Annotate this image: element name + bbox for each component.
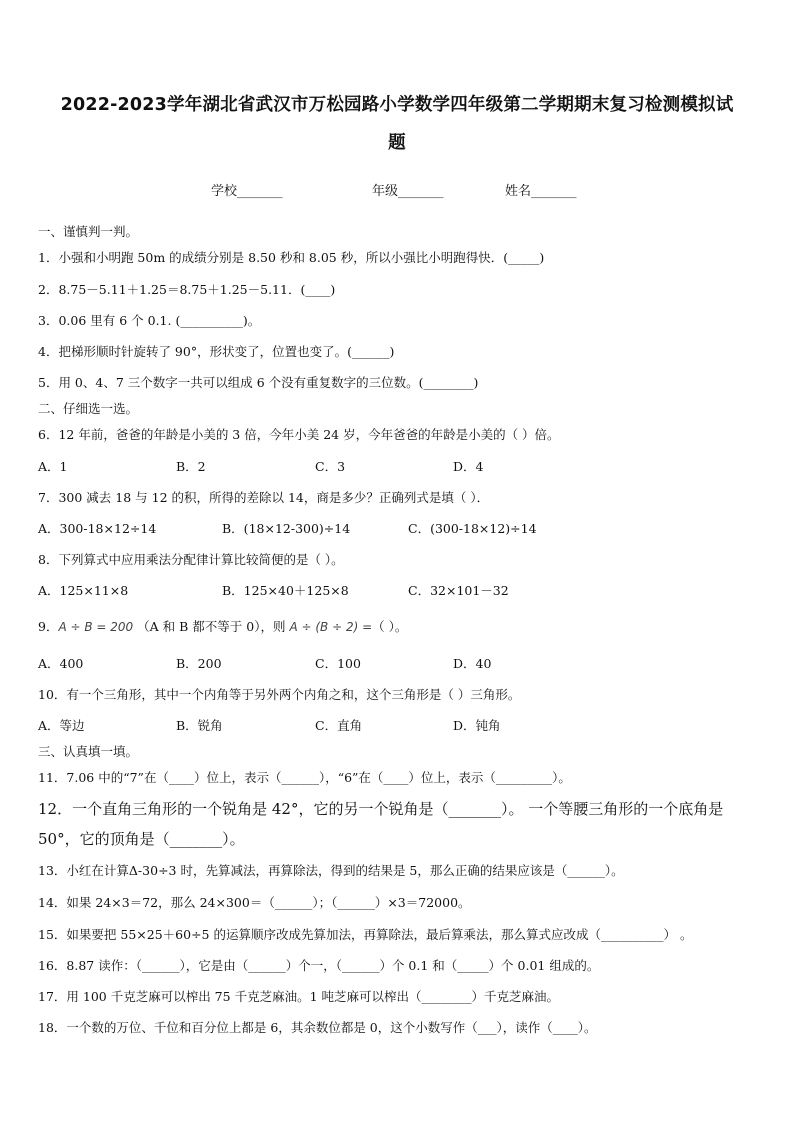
question-18: 18．一个数的万位、千位和百分位上都是 6，其余数位都是 0，这个小数写作（___），读作（____）。 — [38, 1020, 597, 1035]
question-10: 10．有一个三角形，其中一个内角等于另外两个内角之和，这个三角形是（ ）三角形。 — [38, 687, 521, 702]
question-17: 17．用 100 千克芝麻可以榨出 75 千克芝麻油。1 吨芝麻可以榨出（________）千克芝麻油。 — [38, 989, 559, 1004]
q7-option-a: A．300-18×12÷14 — [38, 521, 157, 536]
q6-option-a: A．1 — [38, 459, 68, 474]
q9-option-b: B．200 — [176, 656, 222, 671]
q6-option-c: C．3 — [315, 459, 346, 474]
section-3-heading: 三、认真填一填。 — [38, 744, 139, 759]
q9-formula-1: A ÷ B = 200 — [58, 620, 134, 634]
q10-option-c: C．直角 — [315, 718, 363, 733]
q9-mid: （A 和 B 都不等于 0），则 — [137, 619, 286, 634]
q9-option-d: D．40 — [453, 656, 492, 671]
question-7: 7．300 减去 18 与 12 的积，所得的差除以 14，商是多少？正确列式是填（ ）． — [38, 490, 490, 505]
question-14: 14．如果 24×3＝72，那么 24×300＝（______）；（______）×3＝72000。 — [38, 895, 471, 910]
question-4: 4．把梯形顺时针旋转了 90°，形状变了，位置也变了。(______) — [38, 344, 395, 359]
question-11: 11．7.06 中的“7”在（____）位上，表示（______），“6”在（____）位上，表示（_________）。 — [38, 770, 571, 785]
q8-option-c: C．32×101－32 — [408, 583, 509, 598]
q9-option-c: C．100 — [315, 656, 361, 671]
question-3: 3．0.06 里有 6 个 0.1. (__________)。 — [38, 313, 261, 328]
question-13: 13．小红在计算Δ-30÷3 时，先算减法，再算除法，得到的结果是 5，那么正确的结果应该是（______）。 — [38, 863, 624, 878]
question-15: 15．如果要把 55×25＋60÷5 的运算顺序改成先算加法，再算除法，最后算乘法，那么算式应改成（__________） 。 — [38, 927, 693, 942]
q8-option-b: B．125×40＋125×8 — [222, 583, 349, 598]
q7-option-c: C．(300-18×12)÷14 — [408, 521, 537, 536]
question-8: 8．下列算式中应用乘法分配律计算比较简便的是（ ）。 — [38, 552, 344, 567]
grade-field[interactable]: 年级_______ — [372, 184, 444, 199]
school-field[interactable]: 学校_______ — [211, 184, 283, 199]
q10-option-d: D．钝角 — [453, 718, 501, 733]
page-title — [30, 86, 764, 162]
q9-option-a: A．400 — [38, 656, 84, 671]
name-field[interactable]: 姓名_______ — [505, 184, 577, 199]
q7-option-b: B．(18×12-300)÷14 — [222, 521, 351, 536]
q9-prefix: 9． — [38, 619, 59, 634]
question-12-line-2: 50°，它的顶角是（_______）。 — [38, 830, 245, 848]
section-1-heading: 一、谨慎判一判。 — [38, 224, 139, 239]
student-info-fields — [0, 180, 794, 200]
question-5: 5．用 0、4、7 三个数字一共可以组成 6 个没有重复数字的三位数。(________) — [38, 375, 479, 390]
q9-suffix: （ ）。 — [372, 619, 408, 634]
question-12-line-1: 12．一个直角三角形的一个锐角是 42°，它的另一个锐角是（_______）。 一个等腰三角形的一个底角是 — [38, 800, 724, 818]
question-16: 16．8.87 读作：（______），它是由（______）个一，（______）个 0.1 和（_____）个 0.01 组成的。 — [38, 958, 600, 973]
q8-option-a: A．125×11×8 — [38, 583, 129, 598]
question-9 — [38, 618, 407, 636]
question-6: 6．12 年前，爸爸的年龄是小美的 3 倍，今年小美 24 岁，今年爸爸的年龄是小美的（ ）倍。 — [38, 427, 560, 442]
title-line-2: 题 — [388, 133, 406, 153]
q10-option-b: B．锐角 — [176, 718, 223, 733]
q6-option-d: D．4 — [453, 459, 484, 474]
title-line-1: 2022-2023学年湖北省武汉市万松园路小学数学四年级第二学期期末复习检测模拟试 — [60, 95, 734, 115]
question-1: 1．小强和小明跑 50m 的成绩分别是 8.50 秒和 8.05 秒，所以小强比小明跑得快．(_____) — [38, 250, 545, 265]
q10-option-a: A．等边 — [38, 718, 85, 733]
q6-option-b: B．2 — [176, 459, 206, 474]
question-2: 2．8.75－5.11＋1.25＝8.75＋1.25－5.11．(____) — [38, 282, 336, 297]
section-2-heading: 二、仔细选一选。 — [38, 401, 139, 416]
q9-formula-2: A ÷ (B ÷ 2) = — [289, 620, 373, 634]
